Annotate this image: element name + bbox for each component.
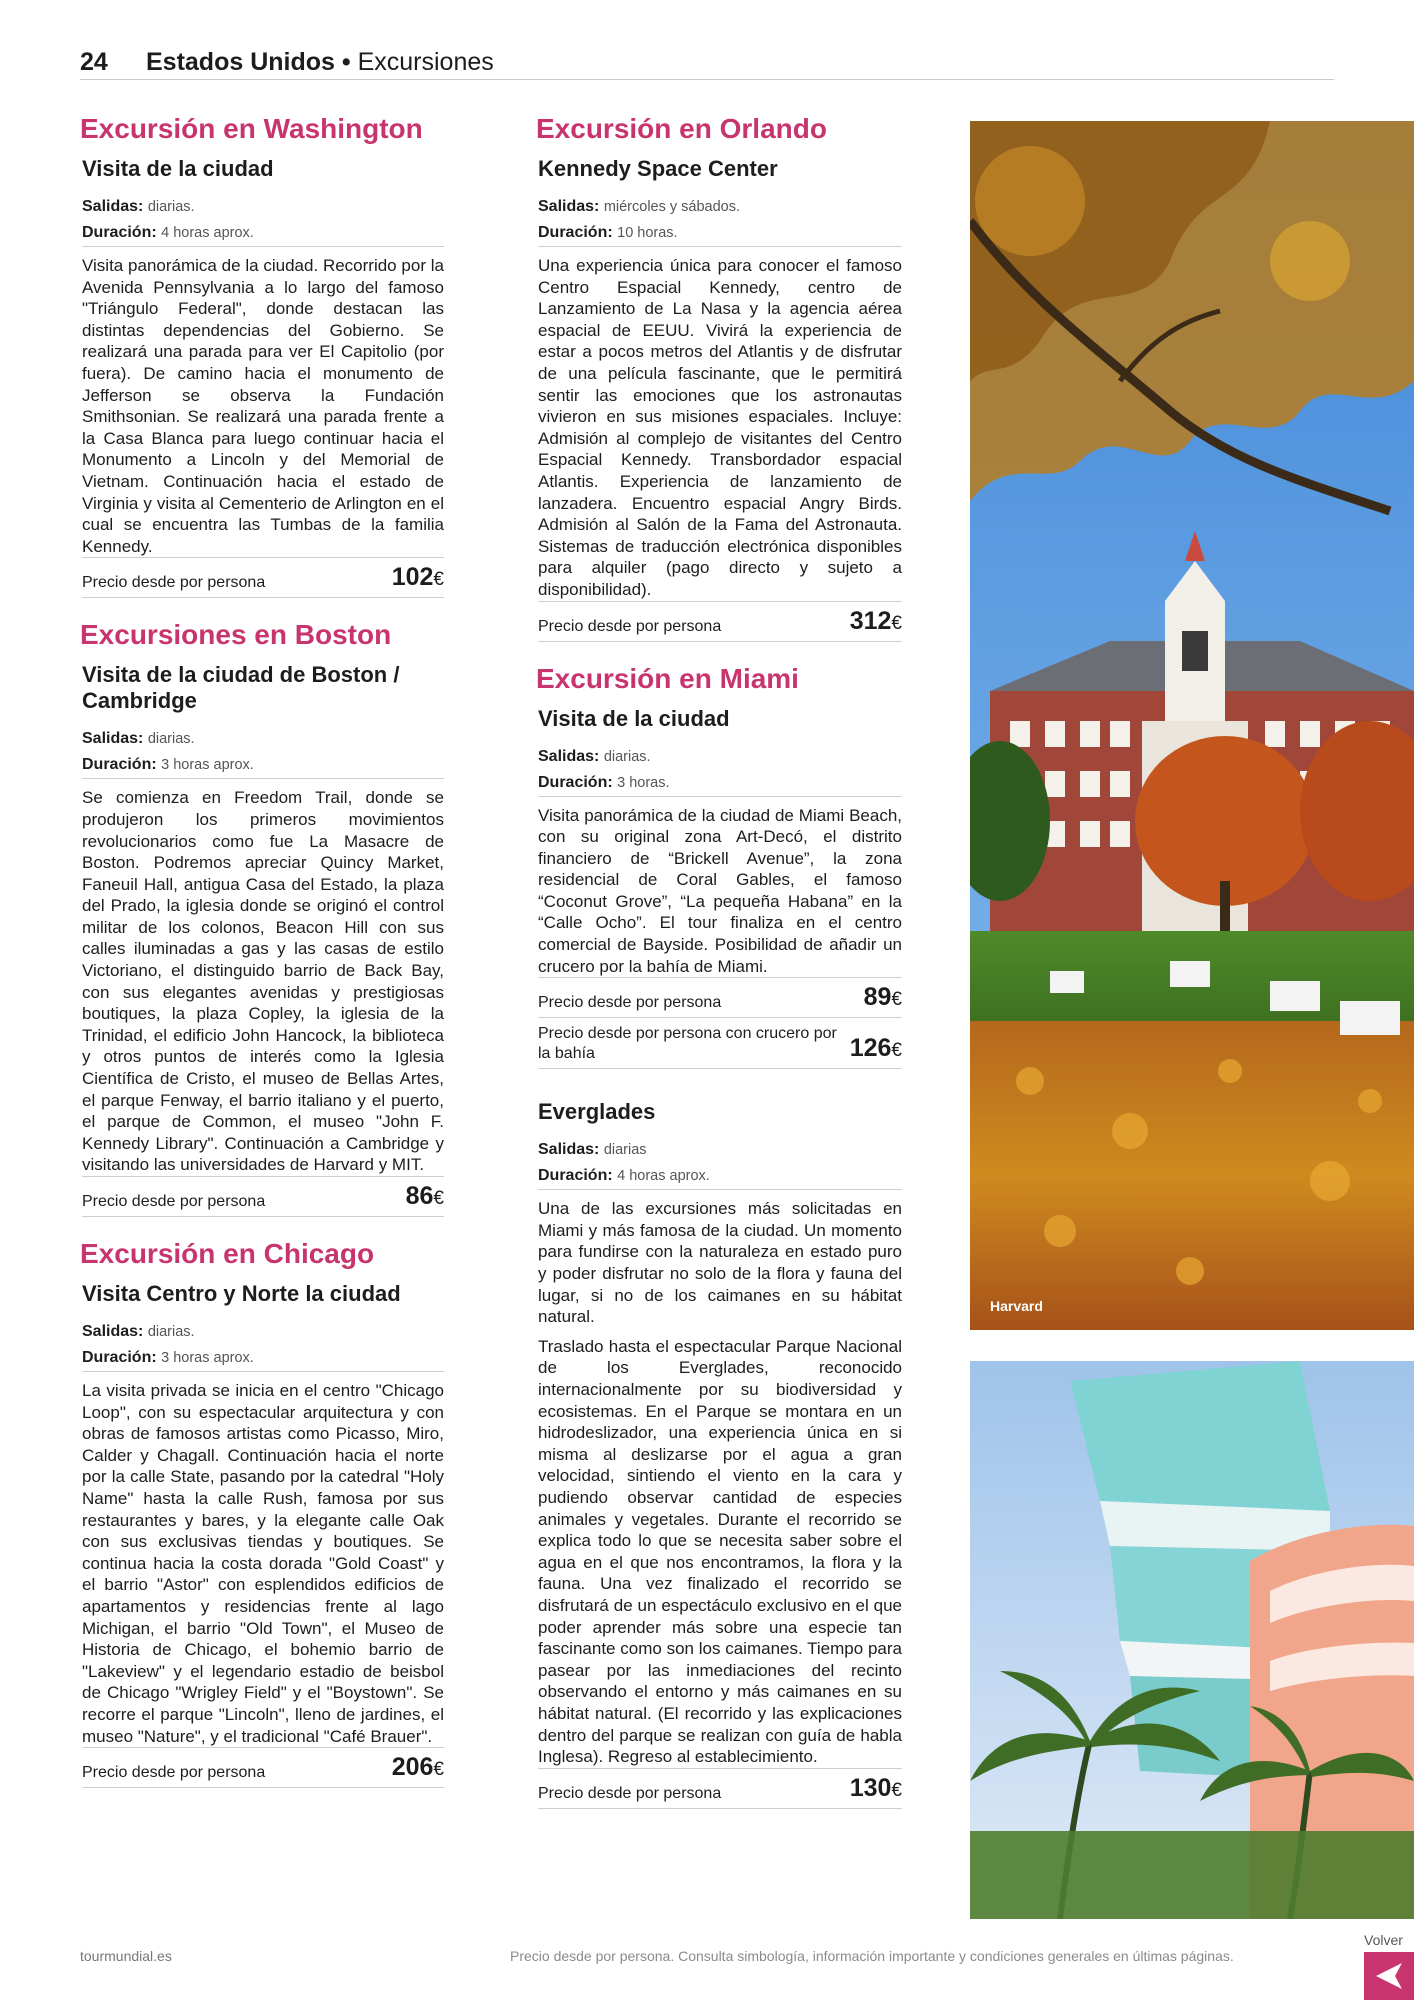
page-header — [80, 46, 1334, 80]
section-title: Excursión en Miami — [536, 662, 799, 694]
description-paragraph: Traslado hasta el espectacular Parque Nacional de los Everglades, reconocido internacionalmente por su biodiversidad y ecosistemas. En el Parque se montara en un hidrodeslizador, una experiencia única en si misma al deslizarse por el agua a gran velocidad, sintiendo el viento en la cara y pudiendo observar cantidad de especies animales y vegetales. Durante el recorrido se explica todo lo que se necesita saber sobre el agua en el que nos encontramos, la flora y la fauna. Una vez finalizado el recorrido se disfrutará de un espectáculo exclusivo en el que poder aprender más sobre una especie tan fascinante como son los caimanes. Tiempo para pasear por las inmediaciones del recinto observando el entorno y más caimanes en su hábitat natural. (El recorrido y las explicaciones dentro del parque se realizan con guía de habla Inglesa). Regreso al establecimiento. — [538, 1336, 902, 1767]
meta-key: Duración: — [538, 1167, 613, 1185]
excursion-block — [82, 598, 444, 1217]
meta-value: 3 horas aprox. — [161, 757, 254, 774]
price-amount — [406, 1183, 444, 1212]
meta-row — [82, 220, 444, 246]
section-title: Excursión en Washington — [80, 113, 423, 144]
meta-value: 10 horas. — [617, 225, 678, 241]
currency-symbol: € — [891, 612, 902, 634]
meta-row — [538, 744, 902, 770]
section-title: Excursiones en Boston — [80, 619, 392, 651]
description-paragraph: Una de las excursiones más solicitadas en Miami y más famosa de la ciudad. Un momento para fundirse con la naturaleza en estado puro y poder disfrutar no solo de la flora y fauna del lugar, si no de los caimanes en su hábitat natural. — [538, 1199, 902, 1327]
price-row — [538, 977, 902, 1018]
description-paragraph: Visita panorámica de la ciudad. Recorrido por la Avenida Pennsylvania a lo largo del famoso "Triángulo Federal", donde destacan las distintas dependencias del Gobierno. Se realizará una parada para ver El Capitolio (por fuera). De camino hacia el monumento de Jefferson se observa la Fundación Smithsonian. Se realizará una parada frente a la Casa Blanca para luego continuar hacia el Monumento a Lincoln y del Memorial de Vietnam. Continuación hacia el estado de Virginia y visita al Cementerio de Arlington en el cual se encuentra las Tumbas de la familia Kennedy. — [82, 256, 444, 556]
excursion-description — [82, 778, 444, 1176]
excursion-meta — [538, 744, 902, 796]
excursion-block — [82, 1217, 444, 1788]
meta-key: Duración: — [538, 773, 613, 791]
arrow-left-icon — [1364, 1952, 1414, 2000]
meta-value: 3 horas. — [617, 774, 670, 791]
price-label: Precio desde por persona — [538, 1784, 722, 1802]
price-row — [538, 1768, 902, 1809]
excursion-title: Visita de la ciudad de Boston / Cambridge — [82, 662, 400, 714]
excursion-description — [538, 1189, 902, 1767]
meta-row — [82, 1345, 444, 1371]
meta-key: Salidas: — [82, 198, 144, 215]
block-gap — [538, 1069, 902, 1089]
excursion-title: Visita Centro y Norte la ciudad — [82, 1281, 401, 1306]
excursion-description — [538, 796, 902, 978]
price-value: 89 — [863, 983, 892, 1012]
price-label: Precio desde por persona — [82, 1764, 266, 1782]
meta-row — [538, 1137, 902, 1163]
excursion-meta — [82, 726, 444, 778]
excursion-block — [538, 1069, 902, 1808]
miami-art-deco-photo — [970, 1361, 1414, 1919]
back-label[interactable]: Volver — [1364, 1932, 1403, 1948]
section-title: Excursión en Orlando — [536, 113, 827, 144]
price-amount — [850, 1035, 902, 1064]
description-paragraph: La visita privada se inicia en el centro "Chicago Loop", con su espectacular arquitectura y con obras de famosos artistas como Picasso, Miro, Calder y Chagall. Continuación hacia el norte por la calle State, pasando por la catedral "Holy Name" hasta la calle Rush, famosa por sus restaurantes y bares, y la elegante calle Oak con sus exclusivas tiendas y boutiques. Se continua hacia la costa dorada "Gold Coast" y el barrio "Astor" con esplendidos edificios de apartamentos y residencias frente al lago Michigan, el barrio "Old Town", el Museo de Historia de Chicago, el bohemio barrio de "Lakeview" y el legendario estadio de beisbol de Chicago "Wrigley Field" y el "Boystown". Se recorre el parque "Lincoln", lleno de jardines, el museo "Nature", y el tradicional "Café Brauer". — [82, 1381, 444, 1746]
currency-symbol: € — [433, 569, 444, 591]
meta-row — [82, 194, 444, 220]
meta-key: Duración: — [82, 1349, 157, 1366]
meta-value: 3 horas aprox. — [161, 1350, 254, 1366]
meta-key: Salidas: — [538, 198, 600, 215]
page-title — [146, 48, 494, 77]
excursion-title: Everglades — [538, 1099, 656, 1125]
price-label: Precio desde por persona — [82, 1193, 266, 1210]
currency-symbol: € — [891, 989, 902, 1011]
back-button[interactable] — [1364, 1952, 1414, 2000]
excursion-block — [82, 112, 444, 598]
block-gap — [82, 598, 444, 618]
section-title: Excursión en Chicago — [80, 1238, 375, 1269]
meta-key: Salidas: — [538, 747, 600, 765]
meta-value: 4 horas aprox. — [617, 1168, 710, 1185]
description-paragraph: Una experiencia única para conocer el famoso Centro Espacial Kennedy, centro de Lanzamiento de La Nasa y la agencia aérea espacial de EEUU. Vivirá la experiencia de estar a pocos metros del Atlantis y de disfrutar de una película fascinante, que le permitirá sentir las emociones que los astronautas vivieron en sus misiones espaciales. Incluye: Admisión al complejo de visitantes del Centro Espacial Kennedy. Transbordador espacial Atlantis. Experiencia de lanzamiento de lanzadera. Encuentro espacial Angry Birds. Admisión al Salón de la Fama del Astronauta. Sistemas de traducción electrónica disponibles para alquiler (pago directo y sujeto a disponibilidad). — [538, 256, 902, 599]
meta-key: Salidas: — [82, 1323, 144, 1340]
price-row — [538, 1018, 902, 1069]
excursion-title: Visita de la ciudad — [82, 156, 274, 181]
price-label: Precio desde por persona con crucero por la bahía — [538, 1025, 837, 1063]
excursion-title: Kennedy Space Center — [538, 156, 778, 181]
meta-key: Duración: — [538, 224, 613, 241]
title-separator: • — [341, 48, 351, 76]
excursion-description — [82, 1371, 444, 1747]
description-paragraph: Se comienza en Freedom Trail, donde se produjeron los primeros movimientos revolucionarios como fue La Masacre de Boston. Podremos apreciar Quincy Market, Faneuil Hall, antigua Casa del Estado, la plaza del Prado, la iglesia donde se originó el control militar de los colonos, Beacon Hill con sus calles iluminadas a gas y las casas de estilo Victoriano, el distinguido barrio de Back Bay, con sus elegantes avenidas y prestigiosas boutiques, la plaza Copley, la iglesia de la Trinidad, el edificio John Hancock, la biblioteca y otros puntos de interés como la Iglesia Científica de Cristo, el museo de Bellas Artes, el parque Fenway, el barrio italiano y el puerto, el parque de Common, el museo "John F. Kennedy Library". Continuación a Cambridge y visitando las universidades de Harvard y MIT. — [82, 788, 444, 1175]
price-value: 206 — [391, 1753, 434, 1782]
meta-value: miércoles y sábados. — [603, 199, 741, 215]
price-amount — [392, 564, 444, 593]
meta-value: diarias. — [603, 748, 651, 765]
excursion-title: Visita de la ciudad — [538, 705, 730, 731]
excursion-description — [82, 246, 444, 557]
price-row — [82, 1747, 444, 1788]
excursion-meta — [538, 194, 902, 246]
country-name: Estados Unidos — [146, 48, 335, 76]
price-row — [82, 1176, 444, 1217]
price-value: 102 — [391, 563, 434, 592]
price-amount — [850, 608, 902, 637]
price-label: Precio desde por persona — [538, 617, 722, 635]
meta-value: diarias. — [147, 1324, 195, 1340]
meta-value: diarias — [603, 1142, 647, 1159]
description-paragraph: Visita panorámica de la ciudad de Miami Beach, con su original zona Art-Decó, el distrito financiero de “Brickell Avenue”, la zona residencial de Coral Gables, el famoso “Coconut Grove”, “La pequeña Habana” en la “Calle Ocho”. El tour finaliza en el centro comercial de Bayside. Posibilidad de añadir un crucero por la bahía de Miami. — [538, 805, 902, 976]
meta-row — [82, 726, 444, 752]
footer-note: Precio desde por persona. Consulta simbología, información importante y condiciones generales en últimas páginas. — [510, 1948, 1234, 1964]
price-value: 312 — [849, 606, 892, 635]
excursion-description — [538, 246, 902, 601]
price-amount — [864, 984, 902, 1013]
harvard-photo — [970, 121, 1414, 1330]
price-value: 86 — [405, 1182, 434, 1210]
photo-caption: Harvard — [990, 1298, 1043, 1314]
block-gap — [82, 1217, 444, 1237]
excursion-meta — [82, 194, 444, 246]
meta-value: diarias. — [147, 199, 195, 215]
excursion-meta — [82, 1319, 444, 1371]
price-row — [82, 557, 444, 598]
meta-value: diarias. — [147, 731, 195, 748]
meta-row — [538, 220, 902, 246]
meta-key: Salidas: — [82, 730, 144, 748]
excursion-block — [538, 112, 902, 642]
price-value: 130 — [849, 1773, 892, 1802]
block-gap — [538, 642, 902, 662]
middle-column — [538, 112, 902, 1809]
price-label: Precio desde por persona — [538, 994, 722, 1012]
meta-key: Duración: — [82, 224, 157, 241]
price-label: Precio desde por persona — [82, 574, 266, 592]
price-amount — [392, 1754, 444, 1783]
price-amount — [850, 1775, 902, 1804]
meta-row — [82, 752, 444, 778]
currency-symbol: € — [891, 1040, 902, 1062]
currency-symbol: € — [433, 1759, 444, 1781]
meta-row — [538, 194, 902, 220]
meta-row — [538, 770, 902, 796]
currency-symbol: € — [433, 1188, 444, 1209]
footer-site: tourmundial.es — [80, 1948, 172, 1964]
section-name: Excursiones — [357, 48, 494, 76]
page-number: 24 — [80, 48, 108, 76]
price-value: 126 — [849, 1034, 892, 1063]
price-row — [538, 601, 902, 642]
excursion-block — [538, 642, 902, 1070]
meta-key: Salidas: — [538, 1141, 600, 1159]
meta-key: Duración: — [82, 756, 157, 774]
currency-symbol: € — [891, 1779, 902, 1801]
meta-value: 4 horas aprox. — [161, 225, 254, 241]
left-column — [82, 112, 444, 1788]
meta-row — [82, 1319, 444, 1345]
excursion-meta — [538, 1137, 902, 1189]
meta-row — [538, 1163, 902, 1189]
